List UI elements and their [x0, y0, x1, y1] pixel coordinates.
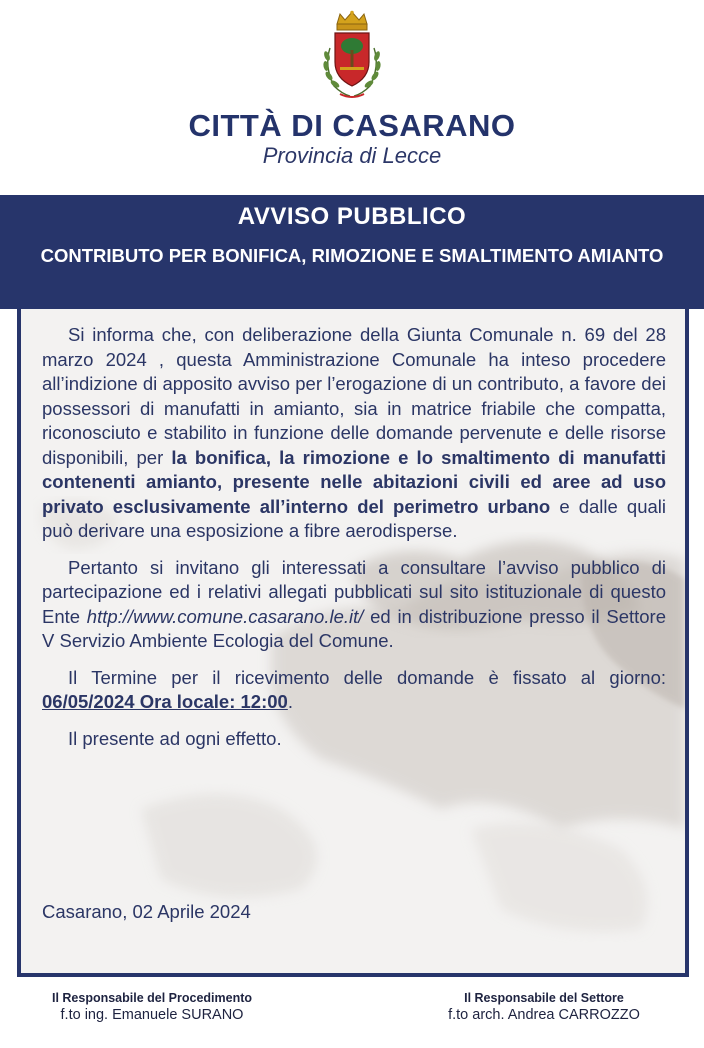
- paragraph-closing: Il presente ad ogni effetto.: [68, 727, 282, 749]
- website-link[interactable]: http://www.comune.casarano.le.it/: [86, 605, 364, 627]
- signature-title: Il Responsabile del Settore: [464, 991, 624, 1005]
- paragraph-deliberation: Si informa che, con deliberazione della Giunta Comunale n. 69 del 28 marzo 2024 , questa Amministrazione Comunale ha inteso procedere all’indizione di apposito avviso per l’erogazione di un contributo, a favore dei possessori di manufatti in amianto, sia in matrice friabile che compatta, riconosciuto e stabilito in funzione delle domande pervenute e delle risorse disponibili, per la bonifica, la rimozione e lo smaltimento di manufatti contenenti amianto, presente nelle abitazioni civili ed aree ad uso privato esclusivamente all’interno del perimetro urbano e dalle quali può derivare una esposizione a fibre aerodisperse.: [42, 324, 667, 541]
- signature-name: f.to arch. Andrea CARROZZO: [448, 1007, 640, 1023]
- crown-icon: [337, 11, 367, 30]
- city-name: CITTÀ DI CASARANO: [188, 108, 516, 143]
- city-coat-of-arms: [318, 10, 386, 102]
- paragraph-deadline: Il Termine per il ricevimento delle domande è fissato al giorno: 06/05/2024 Ora locale: 12:00.: [42, 666, 666, 712]
- issue-date: Casarano, 02 Aprile 2024: [42, 901, 251, 922]
- signature-procedure-manager: [2, 990, 302, 1024]
- deadline-date: 06/05/2024 Ora locale: 12:00: [42, 691, 288, 712]
- paragraph-consultation: Pertanto si invitano gli interessati a consultare l’avviso pubblico di partecipazione ed i relativi allegati pubblicati sul sito istituzionale di questo Ente http://www.comune.casarano.le.it/ ed in distribuzione presso il Settore V Servizio Ambiente Ecologia del Comune.: [42, 556, 667, 651]
- notice-subtitle: CONTRIBUTO PER BONIFICA, RIMOZIONE E SMALTIMENTO AMIANTO: [40, 245, 664, 266]
- notice-body-frame: [17, 309, 689, 977]
- notice-body: [42, 323, 666, 751]
- highlighted-purpose: la bonifica, la rimozione e lo smaltimento di manufatti contenenti amianto, presente nelle abitazioni civili ed aree ad uso privato esclusivamente all’interno del perimetro urbano: [42, 446, 667, 517]
- province-name: Provincia di Lecce: [262, 143, 442, 168]
- shield-icon: [335, 33, 369, 86]
- signature-name: f.to ing. Emanuele SURANO: [60, 1007, 244, 1023]
- signature-title: Il Responsabile del Procedimento: [51, 991, 253, 1005]
- notice-title: AVVISO PUBBLICO: [237, 203, 467, 230]
- signature-sector-manager: [394, 990, 694, 1024]
- title-banner: [0, 195, 704, 309]
